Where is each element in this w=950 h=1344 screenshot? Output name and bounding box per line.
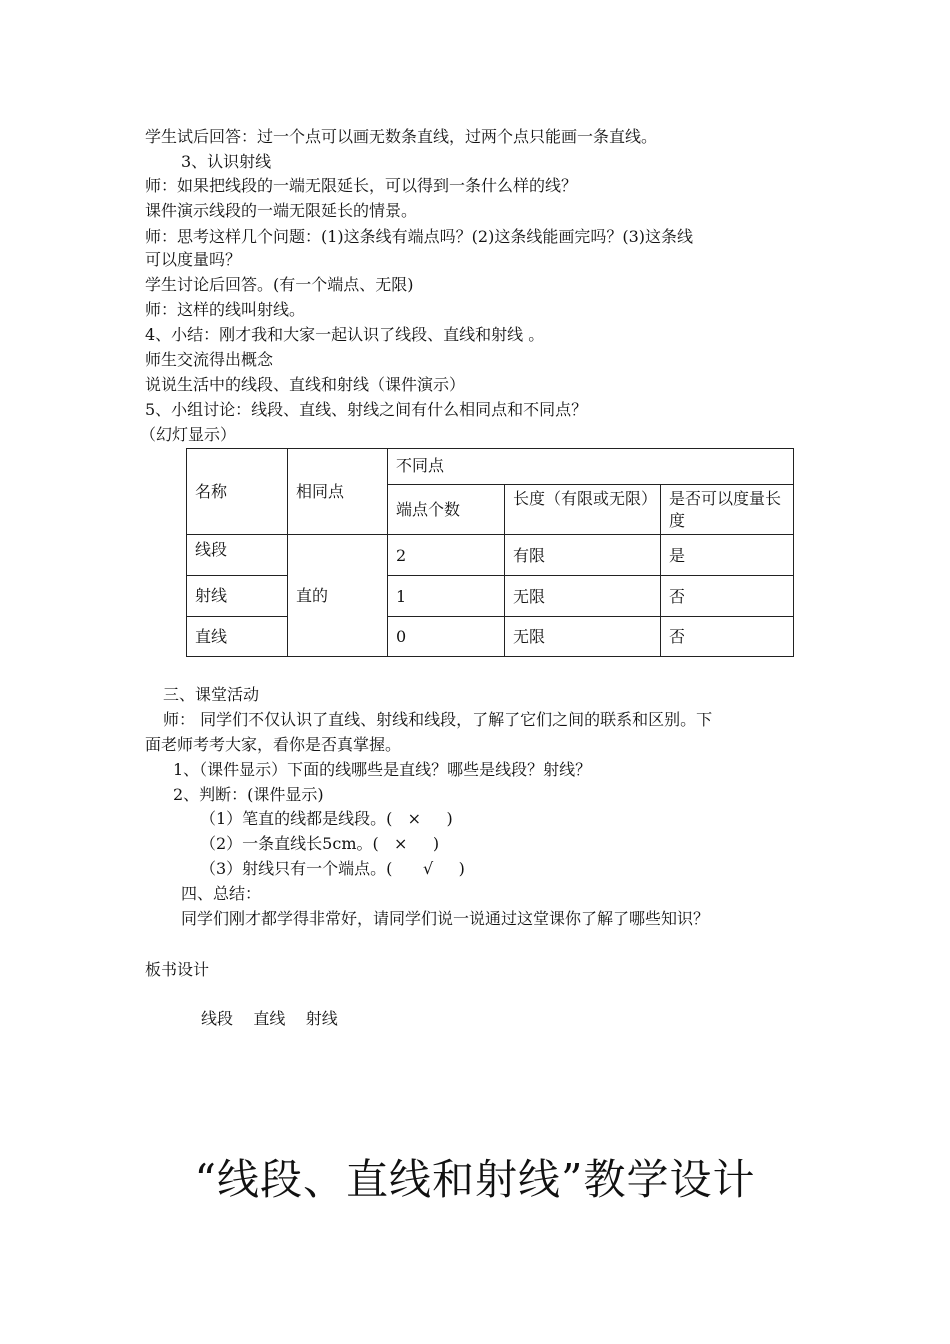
row-endpoints: 2	[387, 534, 505, 576]
section-heading: 四、总结：	[181, 884, 262, 903]
text-line: 5、小组讨论：线段、直线、射线之间有什么相同点和不同点？	[145, 400, 588, 419]
text-line: 课件演示线段的一端无限延长的情景。	[145, 201, 418, 220]
row-name: 射线	[186, 575, 288, 617]
document-title: “线段、直线和射线”教学设计	[194, 1155, 756, 1204]
row-length: 有限	[504, 534, 661, 576]
text-line: 4、小结：刚才我和大家一起认识了线段、直线和射线 。	[145, 325, 545, 344]
row-endpoints: 0	[387, 616, 505, 657]
section-heading: 三、课堂活动	[163, 685, 260, 704]
text-line: 学生讨论后回答。(有一个端点、无限)	[145, 275, 414, 294]
header-length: 长度（有限或无限）	[504, 484, 661, 535]
row-name: 直线	[186, 616, 288, 657]
header-name: 名称	[186, 448, 288, 535]
text-line: 1、（课件显示）下面的线哪些是直线？哪些是线段？射线？	[173, 760, 592, 779]
quiz-item: （2）一条直线长5cm。( × )	[200, 834, 440, 853]
row-name: 线段	[186, 534, 288, 576]
comparison-table	[186, 448, 794, 657]
text-line: 说说生活中的线段、直线和射线（课件演示）	[145, 375, 466, 394]
row-length: 无限	[504, 575, 661, 617]
board-design-label: 板书设计	[145, 960, 210, 979]
text-line: 学生试后回答：过一个点可以画无数条直线，过两个点只能画一条直线。	[145, 127, 658, 146]
section-heading: 3、认识射线	[181, 152, 272, 171]
text-line: 师：如果把线段的一端无限延长，可以得到一条什么样的线？	[145, 176, 578, 195]
board-design-content: 线段 直线 射线	[201, 1009, 338, 1028]
row-length: 无限	[504, 616, 661, 657]
text-line: 可以度量吗？	[145, 250, 242, 269]
header-endpoints: 端点个数	[387, 484, 505, 535]
row-measure: 否	[660, 616, 794, 657]
text-line: 同学们刚才都学得非常好，请同学们说一说通过这堂课你了解了哪些知识？	[181, 909, 710, 928]
text-line: 师：这样的线叫射线。	[145, 300, 306, 319]
header-same: 相同点	[287, 448, 388, 535]
same-value-merged: 直的	[287, 534, 388, 657]
header-diff: 不同点	[387, 448, 794, 485]
row-measure: 是	[660, 534, 794, 576]
text-line: 师： 同学们不仅认识了直线、射线和线段，了解了它们之间的联系和区别。下	[163, 710, 713, 729]
quiz-item: （3）射线只有一个端点。( √ )	[200, 859, 465, 878]
header-measure: 是否可以度量长度	[660, 484, 794, 535]
text-line: （幻灯显示）	[140, 425, 237, 444]
text-line: 面老师考考大家，看你是否真掌握。	[145, 735, 402, 754]
row-endpoints: 1	[387, 575, 505, 617]
text-line: 师生交流得出概念	[145, 350, 274, 369]
text-line: 2、判断：(课件显示)	[173, 785, 324, 804]
quiz-item: （1）笔直的线都是线段。( × )	[200, 809, 453, 828]
text-line: 师：思考这样几个问题：(1)这条线有端点吗？(2)这条线能画完吗？(3)这条线	[145, 227, 693, 246]
row-measure: 否	[660, 575, 794, 617]
